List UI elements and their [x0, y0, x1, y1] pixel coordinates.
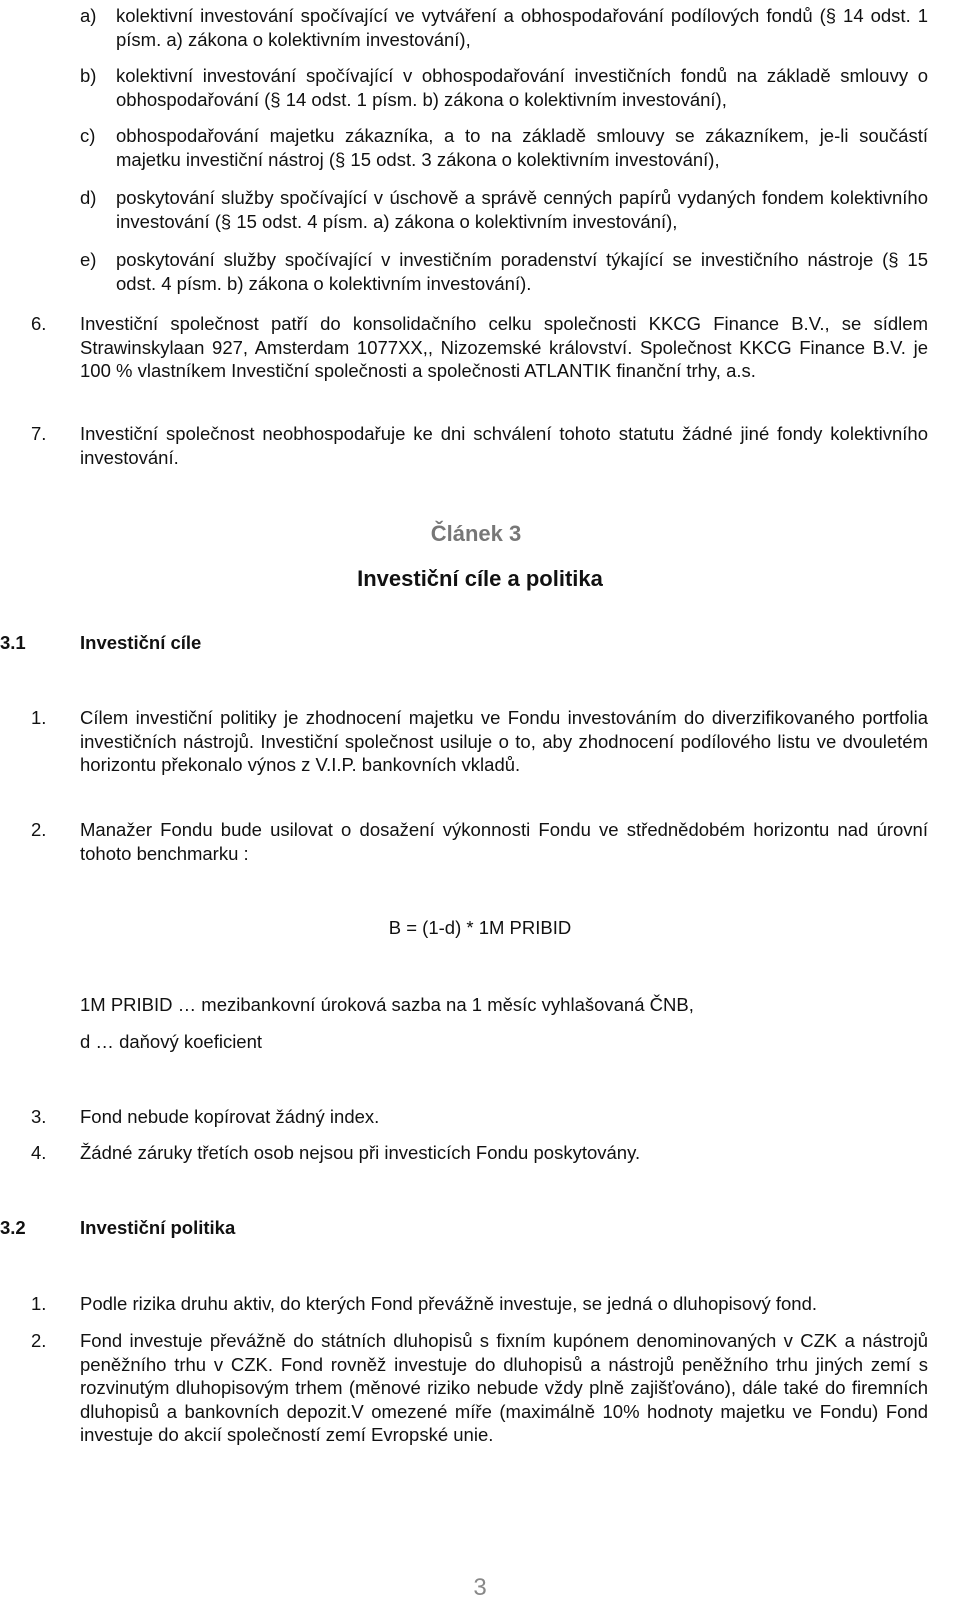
- paragraph-3-1-1: [80, 706, 928, 777]
- paragraph-text: Investiční společnost neobhospodařuje ke dni schválení tohoto statutu žádné jiné fondy kolektivního investování.: [80, 423, 928, 468]
- list-marker: d): [80, 187, 97, 208]
- point-number: 4.: [31, 1142, 47, 1163]
- list-item-d: [80, 186, 928, 233]
- list-item-text: poskytování služby spočívající v investičním poradenství týkající se investičního nástroje (§ 15 odst. 4 písm. b) zákona o kolektivním investování).: [116, 249, 928, 294]
- point-number: 7.: [31, 423, 47, 444]
- section-title: Investiční cíle: [80, 632, 202, 653]
- point-number: 1.: [31, 1293, 47, 1314]
- point-number: 1.: [31, 707, 47, 728]
- benchmark-formula: B = (1-d) * 1M PRIBID: [388, 917, 572, 938]
- point-7: [80, 422, 928, 469]
- article-title: Investiční cíle a politika: [357, 566, 603, 591]
- section-number: 3.2: [0, 1217, 26, 1238]
- list-item-a: [80, 4, 928, 51]
- list-item-text: obhospodařování majetku zákazníka, a to na základě smlouvy se zákazníkem, je-li součástí majetku investiční nástroj (§ 15 odst. 3 zákona o kolektivním investování),: [116, 125, 928, 170]
- list-marker: a): [80, 5, 97, 26]
- paragraph-text: Cílem investiční politiky je zhodnocení majetku ve Fondu investováním do diverzifikovaného portfolia investičních nástrojů. Investiční společnost usiluje o to, aby zhodnocení podílového listu ve dvouletém horizontu překonalo výnos z V.I.P. bankovních vkladů.: [80, 707, 928, 775]
- list-item-b: [80, 64, 928, 111]
- list-marker: e): [80, 249, 97, 270]
- point-number: 2.: [31, 1330, 47, 1351]
- list-item-text: poskytování služby spočívající v úschově a správě cenných papírů vydaných fondem kolektivního investování (§ 15 odst. 4 písm. a) zákona o kolektivním investování),: [116, 187, 928, 232]
- article-label: Článek 3: [430, 521, 522, 546]
- section-title: Investiční politika: [80, 1217, 236, 1238]
- paragraph-3-1-2: [80, 818, 928, 865]
- point-number: 3.: [31, 1106, 47, 1127]
- paragraph-text: Fond investuje převážně do státních dluhopisů s fixním kupónem denominovaných v CZK a nástrojů peněžního trhu v CZK. Fond rovněž investuje do dluhopisů a nástrojů peněžního trhu jiných zemí s rozvinutým dluhopisovým trhem (měnové riziko nebude vždy plně zajišťováno), dále také do firemních dluhopisů a bankovních depozit.V omezené míře (maximálně 10% hodnoty majetku ve Fondu) Fond investuje do akcií společností zemí Evropské unie.: [80, 1330, 928, 1445]
- point-6: [80, 312, 928, 383]
- paragraph-text: Manažer Fondu bude usilovat o dosažení výkonnosti Fondu ve střednědobém horizontu nad úrovní tohoto benchmarku :: [80, 819, 928, 864]
- paragraph-3-2-2: [80, 1329, 928, 1447]
- page-number: 3: [473, 1574, 487, 1601]
- list-marker: c): [80, 125, 96, 146]
- paragraph-text: Investiční společnost patří do konsolidačního celku společnosti KKCG Finance B.V., se sídlem Strawinskylaan 927, Amsterdam 1077XX,, Nizozemské království. Společnost KKCG Finance B.V. je 100 % vlastníkem Investiční společnosti a společnosti ATLANTIK finanční trhy, a.s.: [80, 313, 928, 381]
- list-item-text: kolektivní investování spočívající v obhospodařování investičních fondů na základě smlouvy o obhospodařování (§ 14 odst. 1 písm. b) zákona o kolektivním investování),: [116, 65, 928, 110]
- definition-d: d … daňový koeficient: [80, 1031, 263, 1052]
- list-item-text: kolektivní investování spočívající ve vytváření a obhospodařování podílových fondů (§ 14 odst. 1 písm. a) zákona o kolektivním investování),: [116, 5, 928, 50]
- point-number: 2.: [31, 819, 47, 840]
- list-marker: b): [80, 65, 97, 86]
- definition-pribid: 1M PRIBID … mezibankovní úroková sazba na 1 měsíc vyhlašovaná ČNB,: [80, 994, 694, 1015]
- paragraph-3-2-1: Podle rizika druhu aktiv, do kterých Fond převážně investuje, se jedná o dluhopisový fond.: [80, 1293, 818, 1314]
- list-item-e: [80, 248, 928, 295]
- point-number: 6.: [31, 313, 47, 334]
- paragraph-3-1-3: Fond nebude kopírovat žádný index.: [80, 1106, 380, 1127]
- section-number: 3.1: [0, 632, 26, 653]
- paragraph-3-1-4: Žádné záruky třetích osob nejsou při investicích Fondu poskytovány.: [80, 1142, 641, 1163]
- list-item-c: [80, 124, 928, 171]
